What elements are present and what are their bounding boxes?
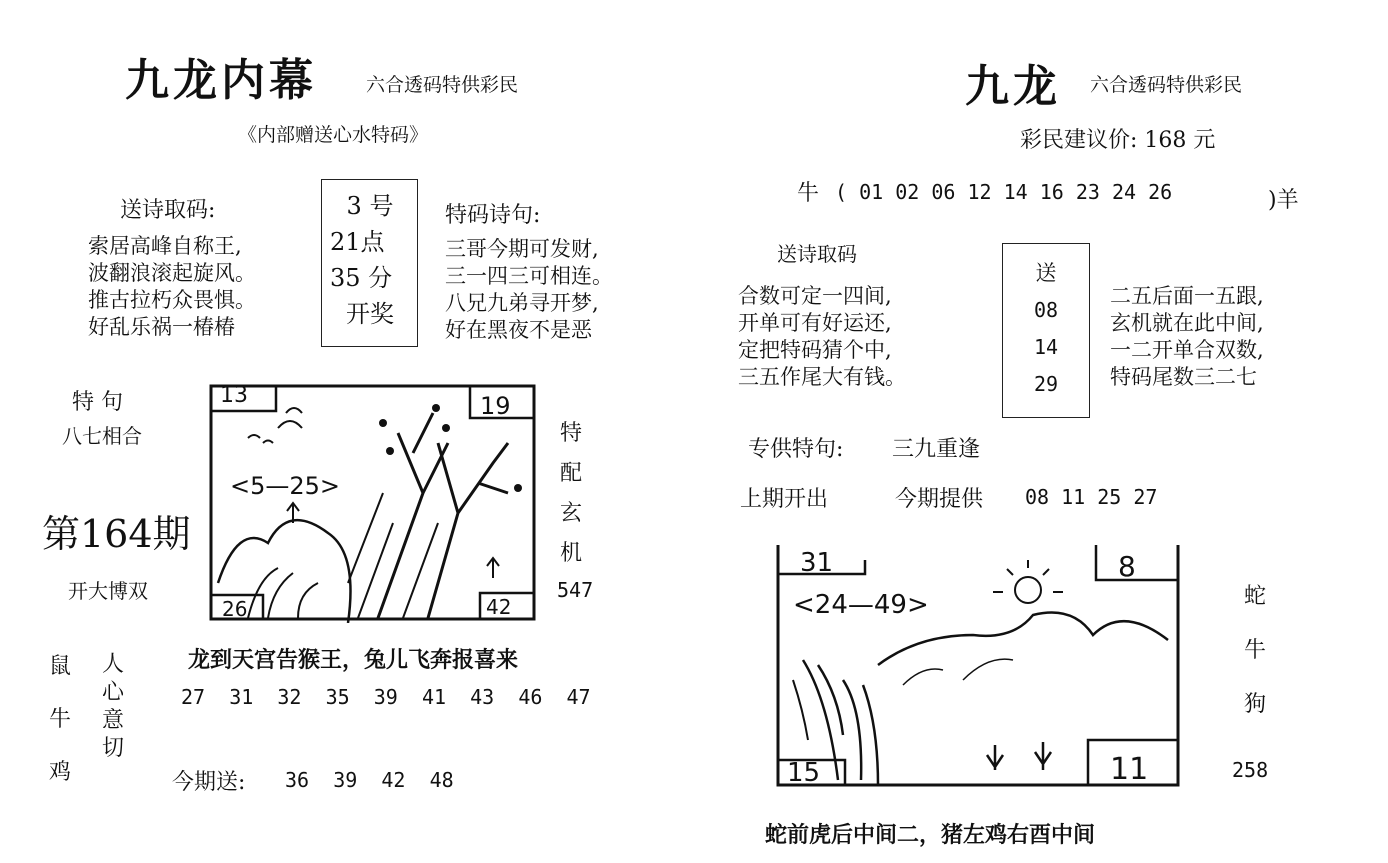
draw-time	[330, 188, 410, 332]
corner-tr	[1096, 545, 1178, 580]
special-line: 二五后面一五跟,	[1110, 284, 1264, 308]
kaida-label: 开大博双	[68, 579, 148, 603]
niu-numbers: ( 01 02 06 12 14 16 23 24 26	[835, 180, 1173, 204]
right-corner-br: 11	[1110, 752, 1149, 787]
special-line: 玄机就在此中间,	[1110, 311, 1264, 335]
side-char: 特	[559, 421, 582, 446]
left-poem	[88, 233, 256, 341]
draw-label: 开奖	[346, 300, 394, 328]
right-side-chars	[1240, 570, 1270, 732]
left-numbers	[181, 685, 591, 709]
fruit-icon	[386, 447, 394, 455]
side-char: 玄	[559, 501, 582, 526]
left-side-number: 547	[557, 578, 594, 602]
tree-lines	[793, 680, 808, 740]
poem-line: 索居高峰自称王,	[88, 234, 242, 258]
hill-lines	[248, 568, 318, 618]
tree-lines	[348, 493, 438, 618]
fruit-icon	[432, 404, 440, 412]
today-number: 42	[381, 768, 406, 792]
left-corner-tl: 13	[220, 383, 248, 408]
fruit-icon	[442, 424, 450, 432]
special-line: 特码尾数三二七	[1110, 365, 1257, 389]
special-line: 一二开单合双数,	[1110, 338, 1264, 362]
special-line: 八兄九弟寻开梦,	[445, 291, 599, 315]
right-title: 九龙	[965, 61, 1061, 112]
number: 46	[518, 685, 543, 709]
send-content	[1002, 255, 1090, 403]
send-label: 送	[1035, 261, 1057, 285]
right-poem	[738, 283, 906, 391]
sun-icon	[1015, 577, 1041, 603]
side-char: 牛	[1243, 638, 1266, 663]
teju-value: 八七相合	[62, 424, 142, 448]
today-number: 39	[333, 768, 358, 792]
renxin-char: 心	[101, 680, 124, 705]
send-number: 29	[1033, 372, 1059, 396]
number: 31	[229, 685, 254, 709]
right-side-number: 258	[1232, 758, 1269, 782]
left-subtitle: 六合透码特供彩民	[366, 74, 519, 96]
renxin-char: 人	[101, 652, 124, 677]
today-number: 48	[429, 768, 454, 792]
fruit-icon	[379, 419, 387, 427]
number: 27	[181, 685, 206, 709]
draw-minute: 35 分	[330, 264, 393, 292]
mountain-lines	[903, 659, 1013, 685]
draw-hour: 21点	[330, 228, 385, 256]
zodiac-char: 鸡	[48, 760, 71, 785]
left-corner-br: 42	[486, 595, 512, 619]
fruit-icon	[514, 484, 522, 492]
special-line: 好在黑夜不是恶	[445, 318, 592, 342]
number: 43	[470, 685, 495, 709]
number: 41	[421, 685, 447, 709]
left-poem-heading: 送诗取码:	[120, 198, 216, 223]
today-numbers	[285, 768, 454, 792]
poem-line: 开单可有好运还,	[738, 311, 892, 335]
today-label: 今期送:	[172, 770, 246, 795]
left-title: 九龙内幕	[125, 55, 317, 106]
mountain-icon	[878, 613, 1168, 666]
today-number: 36	[285, 768, 310, 792]
number: 47	[566, 685, 591, 709]
number: 39	[373, 685, 398, 709]
right-special-poem	[1110, 283, 1264, 391]
provide-numbers: 08 11 25 27	[1025, 485, 1158, 509]
left-special-heading: 特码诗句:	[445, 203, 541, 228]
left-special-poem	[445, 236, 613, 344]
right-bottom-line: 蛇前虎后中间二，猪左鸡右酉中间	[765, 822, 1096, 848]
zhuan-value: 三九重逢	[892, 437, 981, 462]
right-corner-tl: 31	[800, 548, 834, 578]
teju-label: 特 句	[72, 390, 123, 415]
poem-line: 推古拉朽众畏惧。	[88, 288, 256, 312]
send-number: 08	[1033, 298, 1059, 322]
left-corner-bl: 26	[222, 597, 248, 621]
right-poem-heading: 送诗取码	[777, 242, 857, 266]
send-number: 14	[1033, 335, 1059, 359]
zhuan-label: 专供特句:	[748, 437, 844, 462]
right-corner-bl: 15	[787, 758, 821, 788]
right-price: 彩民建议价: 168 元	[1020, 128, 1216, 153]
poem-line: 合数可定一四间,	[738, 284, 892, 308]
renxin-chars	[98, 651, 128, 763]
zodiac-chars	[45, 640, 75, 799]
issue-number: 第164期	[42, 512, 191, 556]
poem-line: 三五作尾大有钱。	[738, 365, 906, 389]
draw-day: 3 号	[346, 192, 394, 220]
yang-label: )羊	[1268, 188, 1299, 213]
frame	[211, 386, 534, 619]
renxin-char: 切	[101, 736, 124, 761]
poem-line: 好乱乐祸一椿椿	[88, 315, 235, 339]
dragon-line: 龙到天宫告猴王，兔儿飞奔报喜来	[188, 647, 519, 673]
special-line: 三哥今期可发财,	[445, 237, 599, 261]
number: 32	[277, 685, 302, 709]
number: 35	[325, 685, 350, 709]
right-subtitle: 六合透码特供彩民	[1090, 74, 1243, 96]
last-label: 上期开出	[740, 487, 829, 512]
special-line: 三一四三可相连。	[445, 264, 613, 288]
provide-label: 今期提供	[895, 487, 984, 512]
left-range: <5—25>	[230, 472, 341, 500]
side-char: 狗	[1243, 692, 1266, 717]
grass-icon	[287, 503, 499, 578]
renxin-char: 意	[101, 708, 124, 733]
right-range: <24—49>	[793, 590, 929, 620]
cloud-icon	[248, 408, 302, 443]
side-char: 机	[559, 541, 582, 566]
side-char: 配	[559, 461, 582, 486]
left-corner-tr: 19	[480, 392, 511, 420]
left-side-chars	[556, 414, 586, 574]
left-tagline: 《内部赠送心水特码》	[238, 124, 429, 146]
right-corner-tr: 8	[1118, 550, 1136, 583]
poem-line: 波翻浪滚起旋风。	[88, 261, 256, 285]
poem-line: 定把特码猜个中,	[738, 338, 892, 362]
zodiac-char: 牛	[48, 707, 71, 732]
niu-label: 牛	[797, 181, 820, 206]
side-char: 蛇	[1243, 584, 1266, 609]
grass-icon	[987, 742, 1051, 770]
zodiac-char: 鼠	[48, 654, 71, 679]
